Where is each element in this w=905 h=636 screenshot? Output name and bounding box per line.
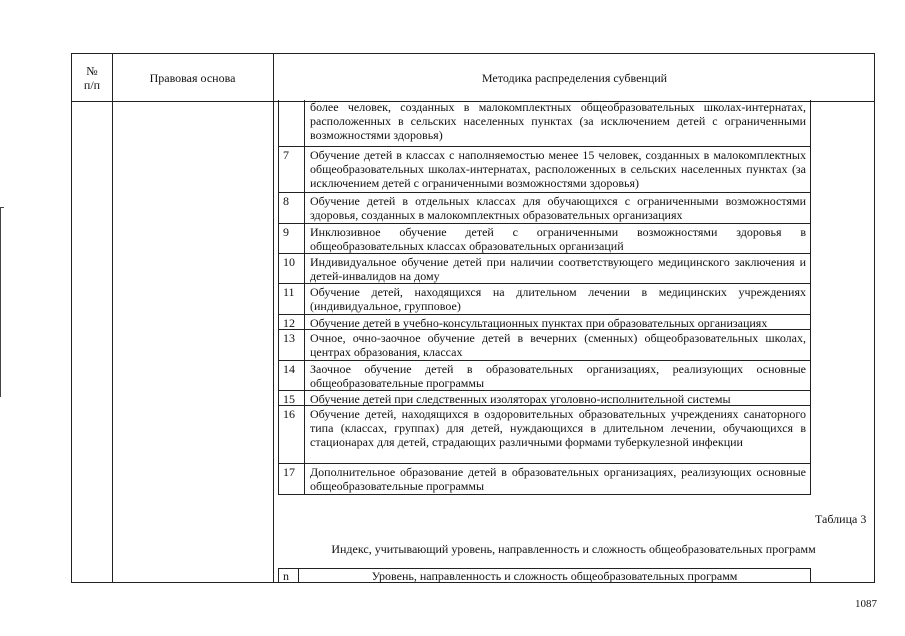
col-divider-2 [273,54,274,582]
header-basis-col: Правовая основа [149,70,236,85]
row-text: Дополнительное образование детей в образовательных организациях, реализующих основные общеобразовательные программы [310,465,806,494]
table-3-header-row [278,568,811,583]
row-num: 14 [279,361,305,390]
row-num: 9 [279,224,305,253]
row-text: Обучение детей в отдельных классах для обучающихся с ограниченными возможностями здоровья, созданных в малокомплектных образовательных организациях [310,194,806,223]
row-num: 15 [279,391,305,405]
row-num: 8 [279,193,305,223]
scan-margin-tick [0,207,4,208]
row-text: Индивидуальное обучение детей при наличии соответствующего медицинского заключения и детей-инвалидов на дому [310,255,806,284]
table-row [279,100,810,147]
col-divider-1 [112,54,113,582]
row-num: 11 [279,284,305,314]
row-num: 7 [279,147,305,192]
table-row [279,284,810,315]
row-text: Обучение детей, находящихся в оздоровительных образовательных учреждениях санаторного типа (классах, группах) для детей, нуждающихся в длительном лечении, обучающихся в стационарах для детей, страдающих различными формами туберкулезной инфекции [310,407,806,450]
table-row [279,361,810,391]
table-row [279,254,810,284]
row-text: Обучение детей при следственных изоляторах уголовно-исполнительной системы [310,392,731,406]
table-3-label: Таблица 3 [815,512,867,526]
table-row [279,406,810,464]
subtable [278,100,811,495]
row-text: Обучение детей, находящихся на длительном лечении в медицинских учреждениях (индивидуальное, групповое) [310,285,806,314]
table-3-caption: Индекс, учитывающий уровень, направленность и сложность общеобразовательных программ [331,542,816,556]
table-3-col-n: n [279,569,299,583]
header-method-col: Методика распределения субвенций [481,70,668,85]
row-text: Инклюзивное обучение детей с ограниченными возможностями здоровья в общеобразовательных классах образовательных организаций [310,225,806,254]
row-text: Очное, очно-заочное обучение детей в вечерних (сменных) общеобразовательных школах, центрах образования, классах [310,331,806,360]
page-number: 1087 [855,598,877,610]
header-num-col: № п/п [83,63,101,92]
table-row [279,224,810,254]
table-3-col-text: Уровень, направленность и сложность общеобразовательных программ [371,569,738,583]
table-row [279,147,810,193]
table-row [279,315,810,330]
row-text: Обучение детей в учебно-консультационных пунктах при образовательных организациях [310,316,768,330]
table-row [279,193,810,224]
row-num: 13 [279,330,305,360]
table-row [279,391,810,406]
row-num [279,100,305,146]
row-text: Заочное обучение детей в образовательных организациях, реализующих основные общеобразовательные программы [310,362,806,391]
row-num: 10 [279,254,305,283]
table-row [279,330,810,361]
row-text: более человек, созданных в малокомплектных общеобразовательных школах-интернатах, расположенных в сельских населенных пунктах (за исключением детей с ограниченными возможностями здоровья) [310,100,806,143]
row-num: 17 [279,464,305,494]
table-row [279,464,810,495]
scan-margin-line [0,207,1,397]
row-text: Обучение детей в классах с наполняемостью менее 15 человек, созданных в малокомплектных общеобразовательных школах-интернатах, расположенных в сельских населенных пунктах (за исключением детей с ограниченными возможностями здоровья) [310,148,806,191]
row-num: 16 [279,406,305,463]
row-num: 12 [279,315,305,329]
